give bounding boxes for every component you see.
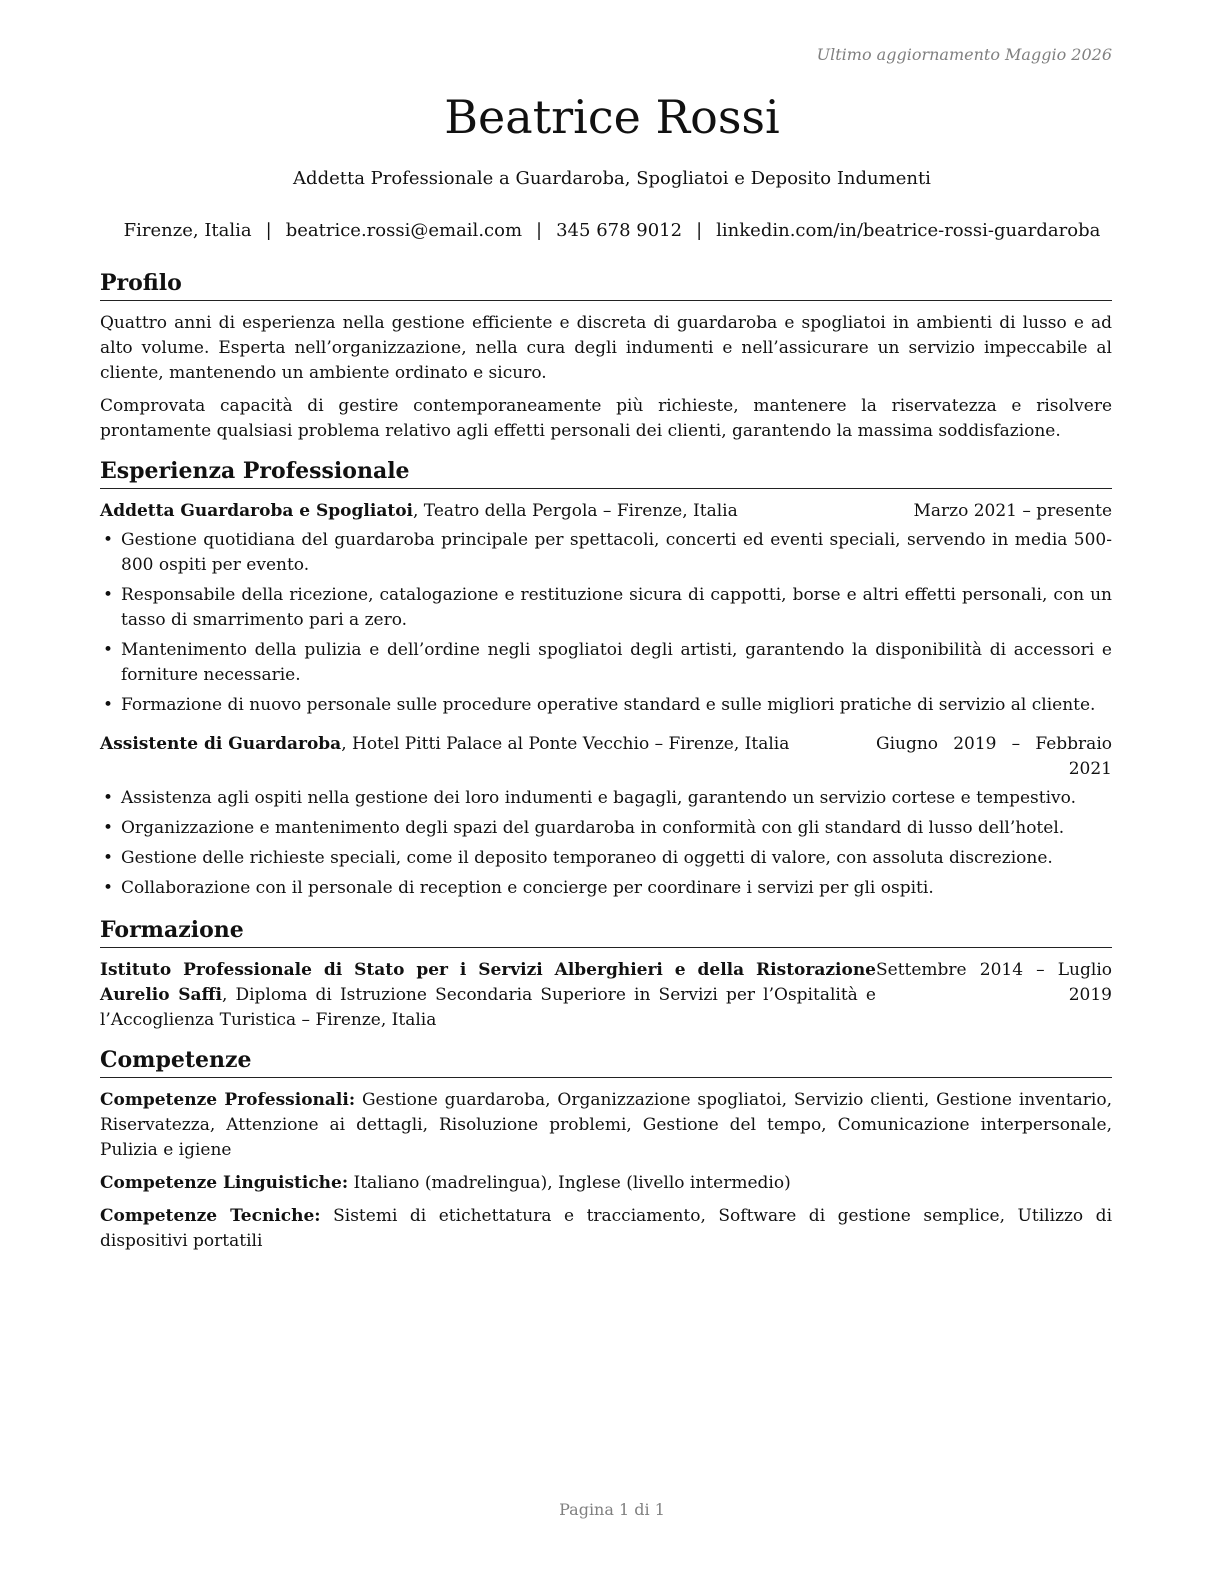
job-header: [100, 499, 1112, 524]
profile-paragraph: Comprovata capacità di gestire contemporaneamente più richieste, mantenere la riservatezza e risolvere prontamente qualsiasi problema relativo agli effetti personali dei clienti, garantendo la massima soddisfazione.: [100, 396, 1112, 441]
job-bullet: • Gestione quotidiana del guardaroba principale per spettacoli, concerti ed eventi speciali, servendo in media 500-800 ospiti per evento.: [100, 528, 1112, 578]
contact-linkedin[interactable]: linkedin.com/in/beatrice-rossi-guardaroba: [716, 220, 1101, 241]
job-title-line: [100, 732, 876, 757]
job-bullet: • Assistenza agli ospiti nella gestione dei loro indumenti e bagagli, garantendo un servizio cortese e tempestivo.: [100, 786, 1112, 811]
job-entry: [100, 732, 1112, 901]
skill-value: Gestione guardaroba, Organizzazione spogliatoi, Servizio clienti, Gestione inventario, Riservatezza, Attenzione ai dettagli, Risoluzione problemi, Gestione del tempo, Comunicazione interpersonale, Pulizia e igiene: [100, 1090, 1112, 1160]
section-heading-skills: Competenze: [100, 1045, 1112, 1078]
candidate-subtitle: Addetta Professionale a Guardaroba, Spogliatoi e Deposito Indumenti: [293, 168, 931, 189]
skill-row: [100, 1171, 1112, 1196]
contact-separator: |: [536, 220, 543, 241]
education-entry: [100, 958, 1112, 1033]
education-dates: Settembre 2014 – Luglio 2019: [876, 960, 1112, 1005]
job-entry: [100, 499, 1112, 718]
resume-body: [100, 268, 1112, 1266]
job-header: [100, 732, 1112, 782]
job-bullet: • Mantenimento della pulizia e dell’ordine negli spogliatoi degli artisti, garantendo la disponibilità di accessori e forniture necessarie.: [100, 638, 1112, 688]
contact-location: Firenze, Italia: [123, 220, 252, 241]
skill-row: [100, 1088, 1112, 1163]
skill-value: Sistemi di etichettatura e tracciamento, Software di gestione semplice, Utilizzo di dispositivi portatili: [100, 1206, 1112, 1251]
job-title: Assistente di Guardaroba: [100, 734, 342, 754]
job-bullet: • Organizzazione e mantenimento degli spazi del guardaroba in conformità con gli standard di lusso dell’hotel.: [100, 816, 1112, 841]
job-bullets: [100, 528, 1112, 718]
education-details: [100, 958, 876, 1033]
job-employer: , Hotel Pitti Palace al Ponte Vecchio – Firenze, Italia: [341, 734, 790, 754]
job-bullet: • Collaborazione con il personale di reception e concierge per coordinare i servizi per gli ospiti.: [100, 876, 1112, 901]
skill-value: Italiano (madrelingua), Inglese (livello intermedio): [348, 1173, 791, 1193]
profile-section: [100, 268, 1112, 444]
skill-row: [100, 1204, 1112, 1254]
job-bullets: [100, 786, 1112, 901]
job-dates: Marzo 2021 – presente: [913, 501, 1112, 521]
job-employer: , Teatro della Pergola – Firenze, Italia: [413, 501, 738, 521]
contact-separator: |: [696, 220, 703, 241]
education-degree: , Diploma di Istruzione Secondaria Superiore in Servizi per l’Ospitalità e l’Accoglienza Turistica – Firenze, Italia: [100, 985, 876, 1030]
contact-phone[interactable]: 345 678 9012: [556, 220, 683, 241]
section-heading-experience: Esperienza Professionale: [100, 456, 1112, 489]
education-section: [100, 915, 1112, 1033]
skill-label: Competenze Linguistiche:: [100, 1173, 349, 1193]
skill-label: Competenze Tecniche:: [100, 1206, 321, 1226]
job-title-line: [100, 499, 913, 524]
section-heading-profile: Profilo: [100, 268, 1112, 301]
candidate-name: Beatrice Rossi: [444, 90, 780, 144]
contact-line: [0, 219, 1224, 243]
page-number: Pagina 1 di 1: [559, 1500, 665, 1519]
job-bullet: • Formazione di nuovo personale sulle procedure operative standard e sulle migliori pratiche di servizio al cliente.: [100, 693, 1112, 718]
contact-separator: |: [265, 220, 272, 241]
education-school: Istituto Professionale di Stato per i Servizi Alberghieri e della Ristorazione Aurelio Saffi: [100, 960, 876, 1005]
job-bullet: • Responsabile della ricezione, catalogazione e restituzione sicura di cappotti, borse e altri effetti personali, con un tasso di smarrimento pari a zero.: [100, 583, 1112, 633]
profile-paragraph: Quattro anni di esperienza nella gestione efficiente e discreta di guardaroba e spogliatoi in ambienti di lusso e ad alto volume. Esperta nell’organizzazione, nella cura degli indumenti e nell’assicurare un servizio impeccabile al cliente, mantenendo un ambiente ordinato e sicuro.: [100, 313, 1112, 383]
last-updated: Ultimo aggiornamento Maggio 2026: [816, 45, 1112, 64]
contact-email[interactable]: beatrice.rossi@email.com: [285, 220, 523, 241]
job-dates: Giugno 2019 – Febbraio 2021: [876, 734, 1112, 779]
experience-section: [100, 456, 1112, 901]
job-title: Addetta Guardaroba e Spogliatoi: [100, 501, 413, 521]
skills-section: [100, 1045, 1112, 1254]
section-heading-education: Formazione: [100, 915, 1112, 948]
skill-label: Competenze Professionali:: [100, 1090, 356, 1110]
job-bullet: • Gestione delle richieste speciali, come il deposito temporaneo di oggetti di valore, con assoluta discrezione.: [100, 846, 1112, 871]
